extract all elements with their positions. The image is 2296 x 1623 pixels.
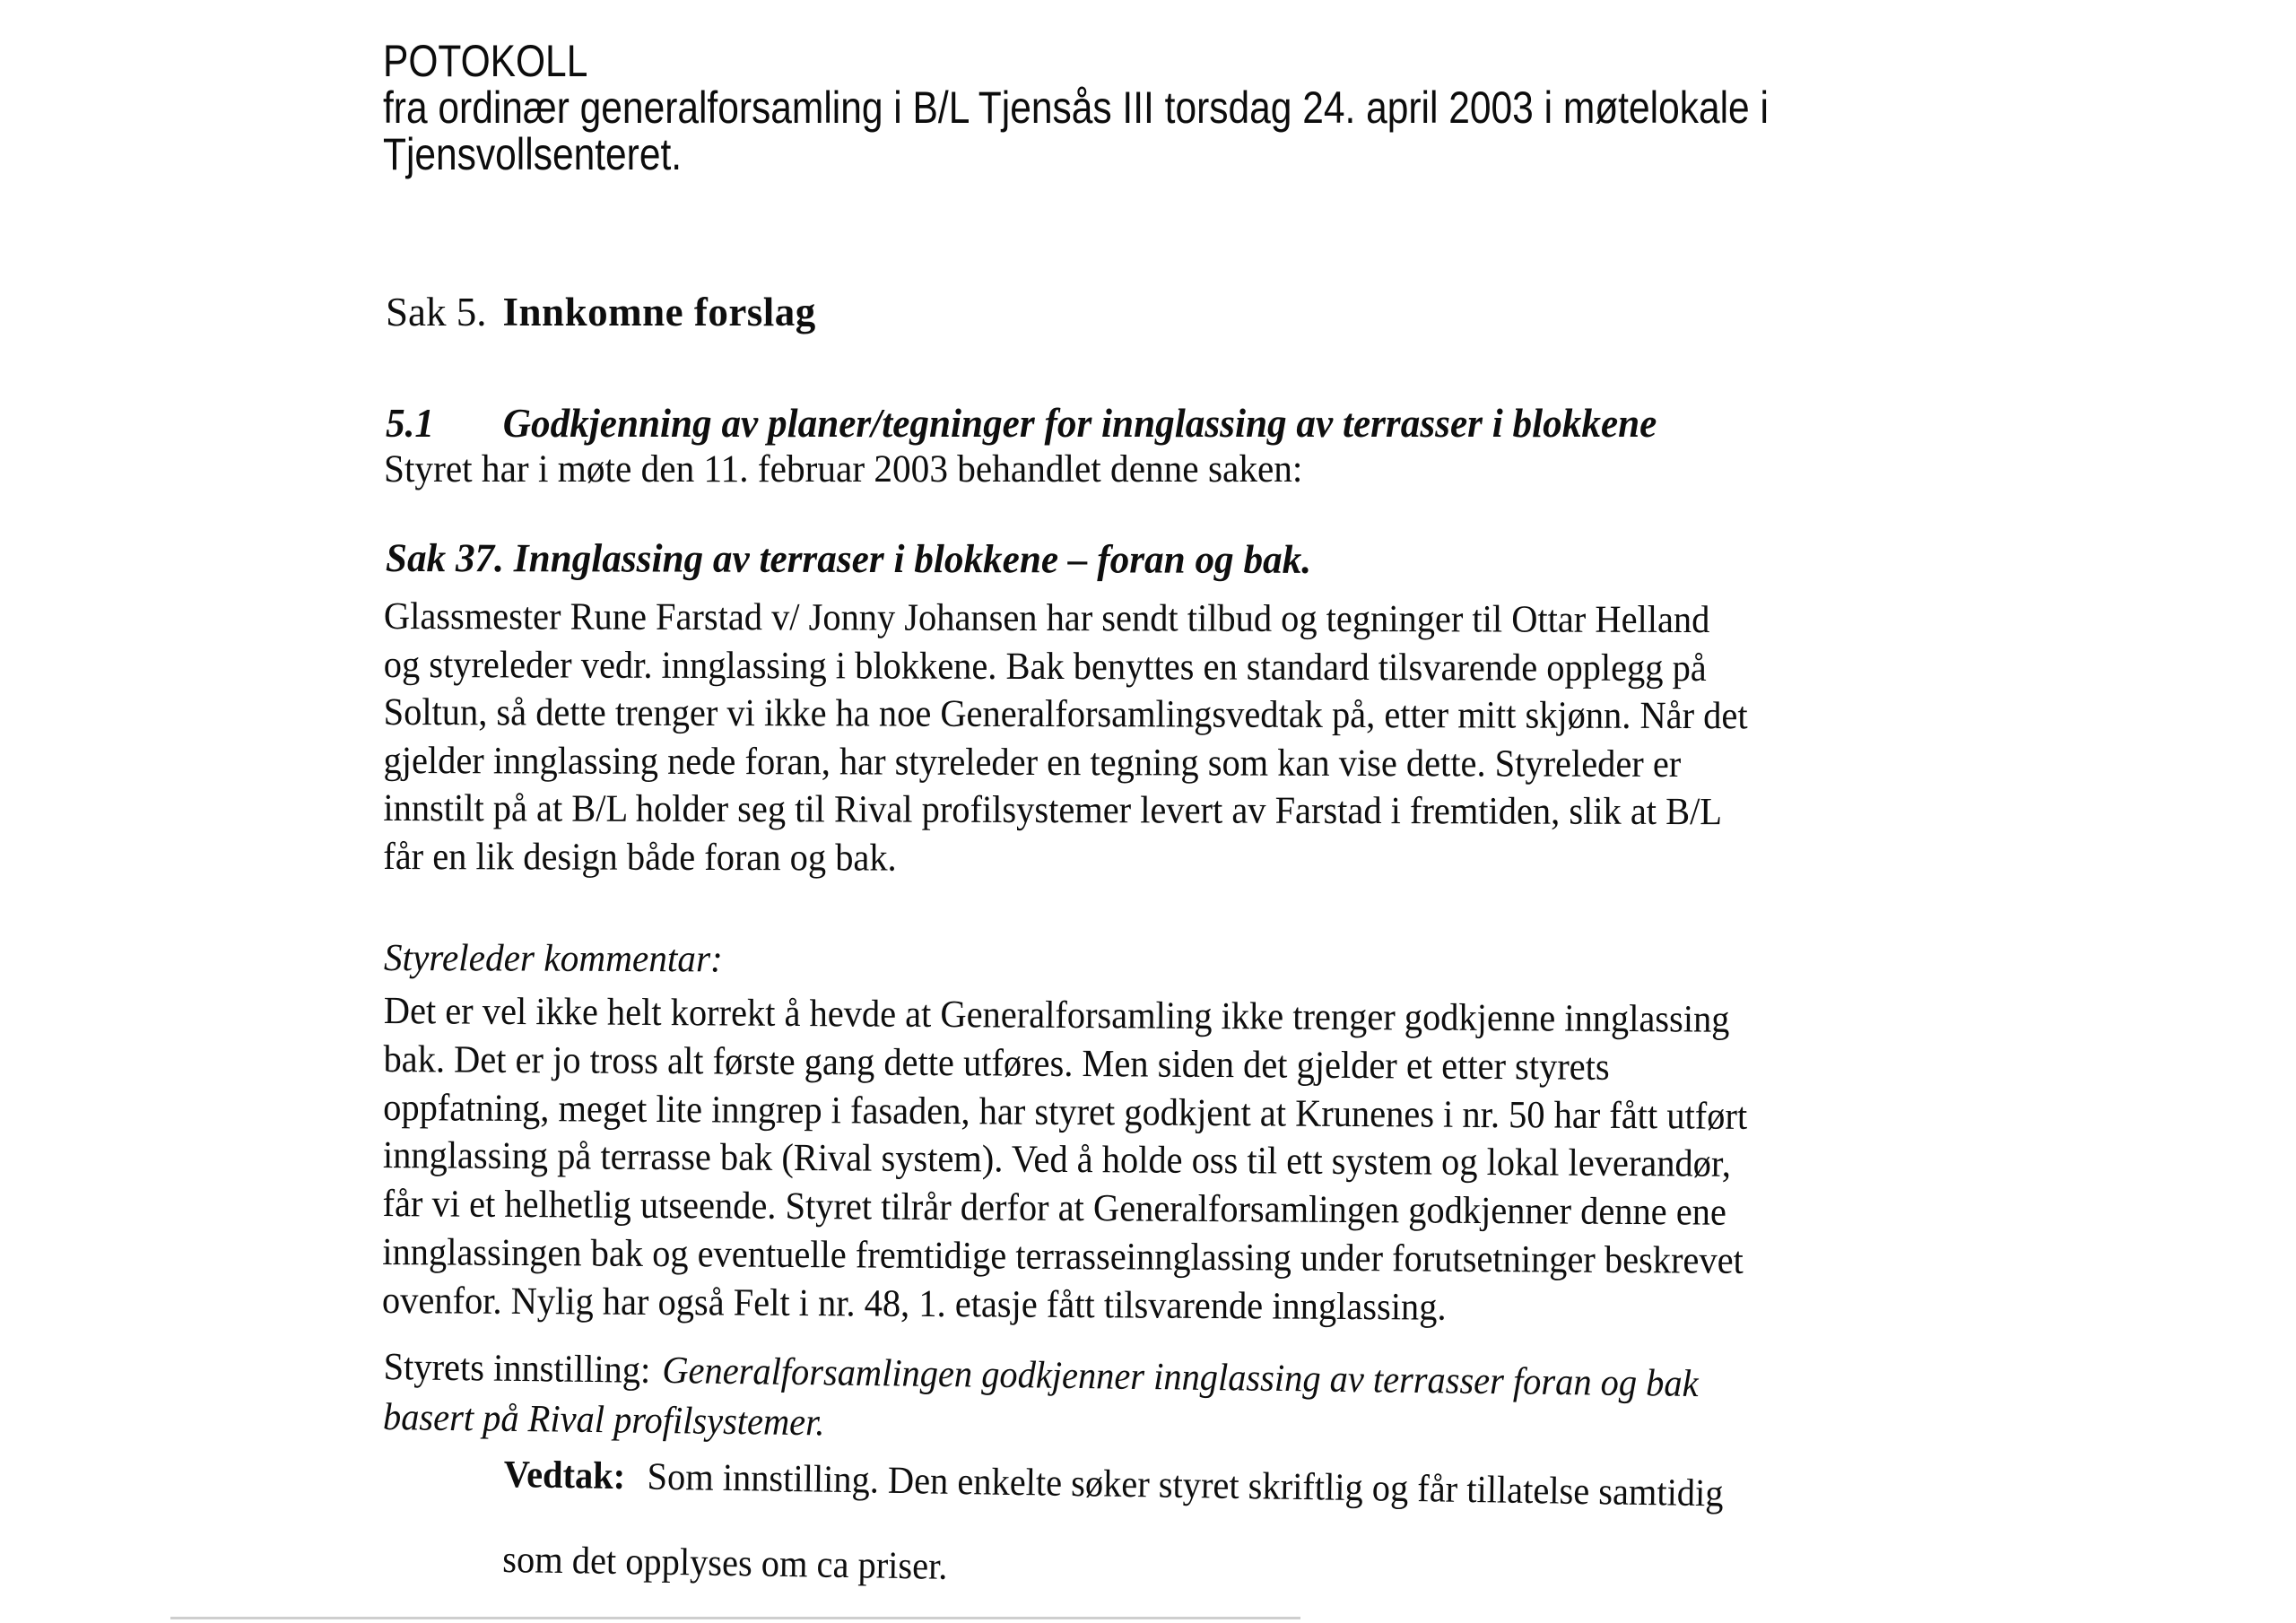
item51-title: Godkjenning av planer/tegninger for innglassing av terrasser i blokkene bbox=[502, 401, 1657, 446]
sak37-heading: Sak 37. Innglassing av terraser i blokkene – foran og bak. bbox=[385, 535, 1312, 582]
sak5-title: Innkomne forslag bbox=[502, 290, 816, 334]
styrets-innstilling bbox=[383, 1342, 1699, 1460]
paragraph-line: Det er vel ikke helt korrekt å hevde at Generalforsamling ikke trenger godkjenne innglassing bbox=[383, 990, 1730, 1041]
styreleder-kommentar-paragraph bbox=[382, 987, 1748, 1333]
paragraph-line: bak. Det er jo tross alt første gang dette utføres. Men siden det gjelder et etter styrets bbox=[383, 1037, 1610, 1089]
paragraph-line: innglassingen bak og eventuelle fremtidige terrasseinnglassing under forutsetninger beskrevet bbox=[382, 1230, 1744, 1282]
vedtak-block bbox=[502, 1453, 1724, 1601]
document-title: POTOKOLL bbox=[383, 36, 588, 86]
paragraph-line: og styreleder vedr. innglassing i blokkene. Bak benyttes en standard tilsvarende opplegg på bbox=[383, 643, 1707, 690]
paragraph-line: Glassmester Rune Farstad v/ Jonny Johansen har sendt tilbud og tegninger til Ottar Helland bbox=[383, 595, 1710, 642]
scan-artifact-line bbox=[170, 1617, 1300, 1619]
innstilling-text-continued: basert på Rival profilsystemer. bbox=[382, 1395, 825, 1445]
item51-intro: Styret har i møte den 11. februar 2003 behandlet denne saken: bbox=[384, 448, 1303, 490]
document-subtitle-location: Tjensvollsenteret. bbox=[383, 129, 683, 179]
item51-heading bbox=[386, 400, 1657, 447]
styreleder-kommentar-heading: Styreleder kommentar: bbox=[383, 937, 723, 981]
document-subtitle: fra ordinær generalforsamling i B/L Tjensås III torsdag 24. april 2003 i møtelokale i bbox=[383, 82, 1769, 133]
paragraph-line: innstilt på at B/L holder seg til Rival profilsystemer levert av Farstad i fremtiden, slik at B/L bbox=[383, 786, 1723, 834]
sak5-heading bbox=[386, 289, 816, 335]
document-header bbox=[383, 38, 1769, 178]
paragraph-line: gjelder innglassing nede foran, har styreleder en tegning som kan vise dette. Styreleder er bbox=[383, 739, 1682, 785]
paragraph-line: ovenfor. Nylig har også Felt i nr. 48, 1. etasje fått tilsvarende innglassing. bbox=[381, 1279, 1447, 1329]
paragraph-line: oppfatning, meget lite inngrep i fasaden, har styret godkjent at Krunenes i nr. 50 har fått utført bbox=[383, 1086, 1748, 1138]
vedtak-text-continued: som det opplyses om ca priser. bbox=[502, 1538, 948, 1588]
paragraph-line: får en lik design både foran og bak. bbox=[383, 835, 897, 880]
paragraph-line: får vi et helhetlig utseende. Styret tilrår derfor at Generalforsamlingen godkjenner denne ene bbox=[382, 1183, 1727, 1234]
vedtak-label: Vedtak: bbox=[503, 1453, 626, 1498]
vedtak-text: Som innstilling. Den enkelte søker styret skriftlig og får tillatelse samtidig bbox=[647, 1455, 1724, 1515]
innstilling-label: Styrets innstilling: bbox=[383, 1345, 651, 1392]
sak37-paragraph bbox=[383, 593, 1748, 884]
vedtak-line bbox=[503, 1453, 1724, 1515]
sak5-label: Sak 5. bbox=[386, 290, 487, 334]
paragraph-line: innglassing på terrasse bak (Rival system). Ved å holde oss til ett system og lokal leverandør, bbox=[382, 1134, 1732, 1186]
paragraph-line: Soltun, så dette trenger vi ikke ha noe Generalforsamlingsvedtak på, etter mitt skjønn. Når det bbox=[383, 690, 1748, 738]
item51-number: 5.1 bbox=[386, 401, 434, 446]
innstilling-text: Generalforsamlingen godkjenner innglassing av terrasser foran og bak bbox=[662, 1350, 1699, 1406]
